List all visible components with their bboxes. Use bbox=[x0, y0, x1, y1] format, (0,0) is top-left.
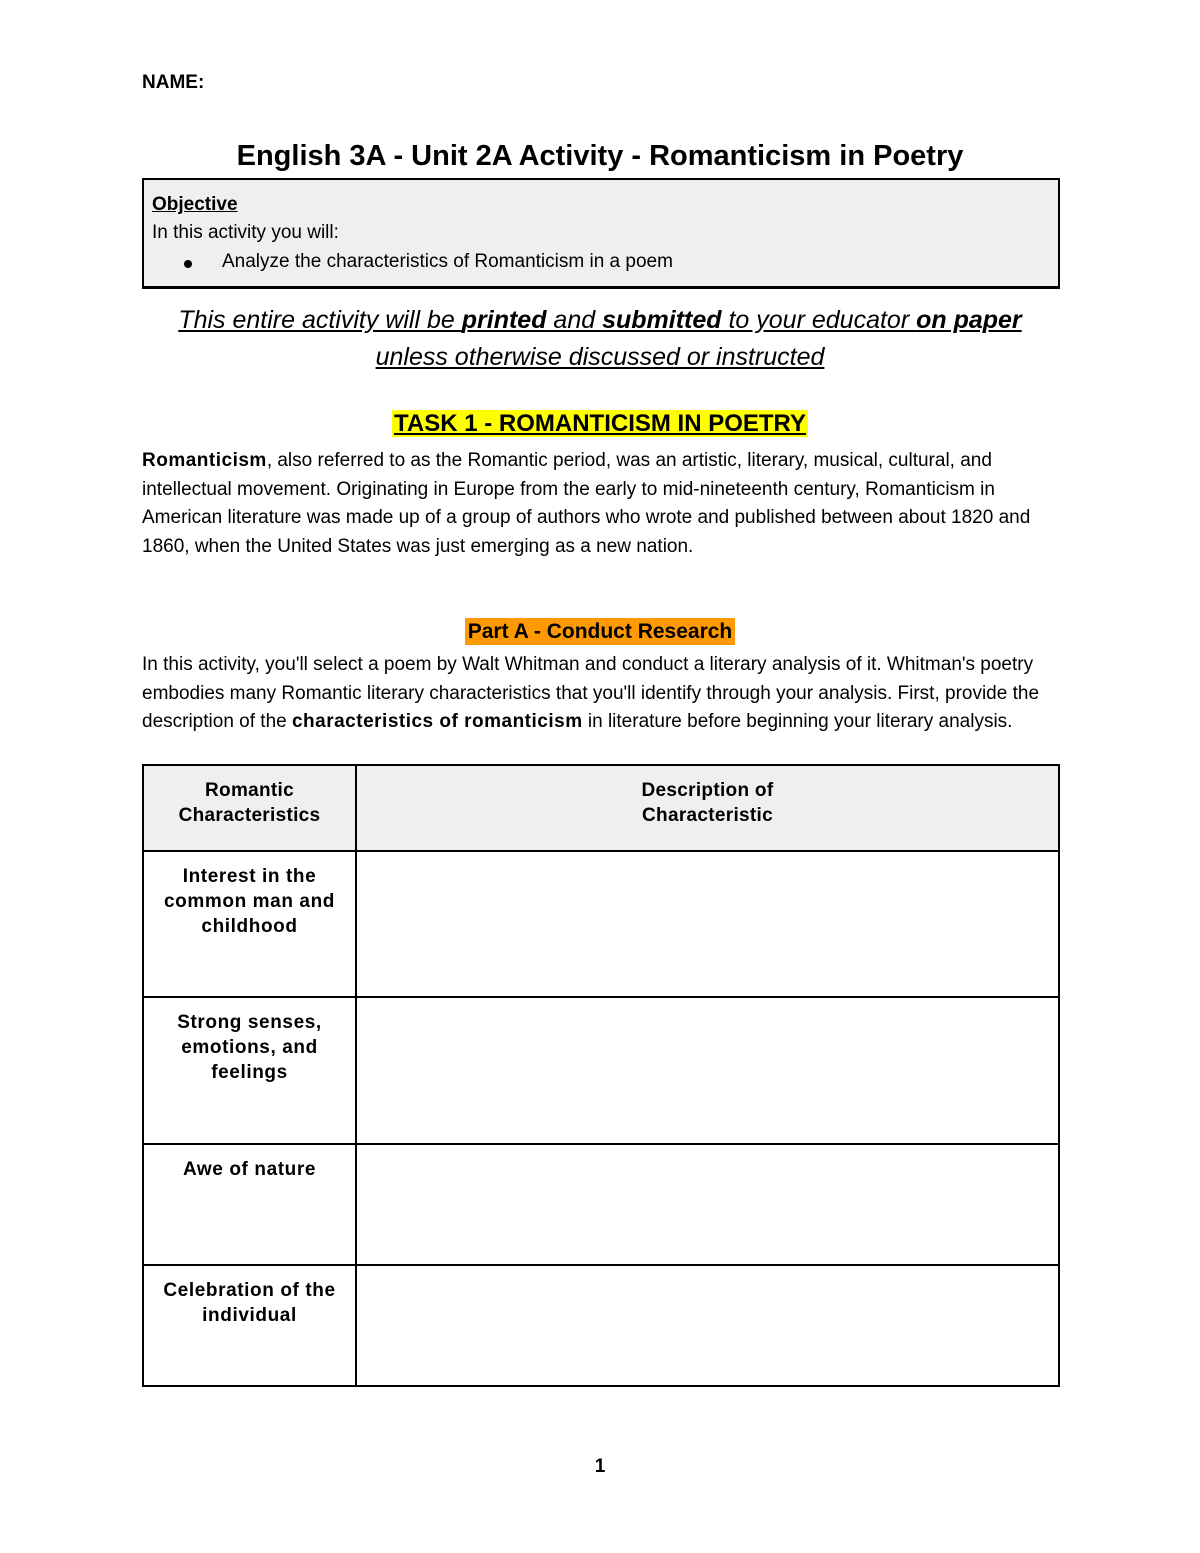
page-number: 1 bbox=[594, 1456, 606, 1477]
description-cell[interactable] bbox=[356, 997, 1059, 1144]
column-header-characteristics: Romantic Characteristics bbox=[143, 765, 356, 851]
bullet-icon bbox=[184, 260, 192, 268]
submission-notice bbox=[160, 302, 1040, 376]
table-row bbox=[143, 1144, 1059, 1265]
notice-text: and bbox=[546, 306, 603, 334]
romanticism-definition bbox=[142, 447, 1072, 561]
notice-text: This entire activity will be bbox=[178, 306, 462, 334]
objective-intro: In this activity you will: bbox=[152, 222, 339, 243]
romanticism-term: Romanticism bbox=[142, 450, 267, 471]
characteristic-cell: Strong senses, emotions, and feelings bbox=[143, 997, 356, 1144]
characteristics-table bbox=[142, 764, 1060, 1387]
page-title: English 3A - Unit 2A Activity - Romanticism in Poetry bbox=[236, 140, 964, 172]
objective-item-text: Analyze the characteristics of Romanticism in a poem bbox=[222, 251, 673, 272]
notice-text: unless otherwise discussed or instructed bbox=[375, 343, 825, 371]
objective-list-item bbox=[188, 251, 673, 273]
partA-heading bbox=[0, 620, 1200, 644]
notice-printed: printed bbox=[461, 306, 547, 334]
partA-instructions bbox=[142, 651, 1072, 737]
description-cell[interactable] bbox=[356, 1144, 1059, 1265]
partA-text: In this activity, you'll select a poem by Walt Whitman and conduct a literary analysis of it. Whitman's poetry embodies many Romantic literary characteristics that you'll identify through your analysis. First, provide the description of the bbox=[142, 654, 1040, 733]
table-header-row bbox=[143, 765, 1059, 851]
objective-box bbox=[142, 178, 1060, 289]
characteristic-cell: Awe of nature bbox=[143, 1144, 356, 1265]
description-cell[interactable] bbox=[356, 851, 1059, 997]
table-row bbox=[143, 851, 1059, 997]
description-cell[interactable] bbox=[356, 1265, 1059, 1386]
characteristic-cell: Celebration of the individual bbox=[143, 1265, 356, 1386]
table-row bbox=[143, 997, 1059, 1144]
partA-bold-text: characteristics of romanticism bbox=[291, 711, 583, 733]
task1-heading-text: TASK 1 - ROMANTICISM IN POETRY bbox=[393, 410, 806, 437]
notice-text: to your educator bbox=[721, 306, 917, 334]
column-header-description: Description of Characteristic bbox=[356, 765, 1059, 851]
notice-submitted: submitted bbox=[602, 306, 722, 334]
task1-heading bbox=[0, 410, 1200, 438]
objective-heading: Objective bbox=[152, 194, 238, 215]
notice-on-paper: on paper bbox=[916, 306, 1022, 334]
definition-text: , also referred to as the Romantic period, was an artistic, literary, musical, cultural, and intellectual movement. Originating in Europe from the early to mid-nineteenth century, Romanticism in American literature was made up of a group of authors who wrote and published between about 1820 and 1860, when the United States was just emerging as a new nation. bbox=[142, 450, 1031, 557]
characteristic-cell: Interest in the common man and childhood bbox=[143, 851, 356, 997]
partA-heading-text: Part A - Conduct Research bbox=[465, 618, 736, 645]
partA-text: in literature before beginning your literary analysis. bbox=[582, 711, 1013, 733]
table-row bbox=[143, 1265, 1059, 1386]
name-label: NAME: bbox=[142, 72, 205, 93]
